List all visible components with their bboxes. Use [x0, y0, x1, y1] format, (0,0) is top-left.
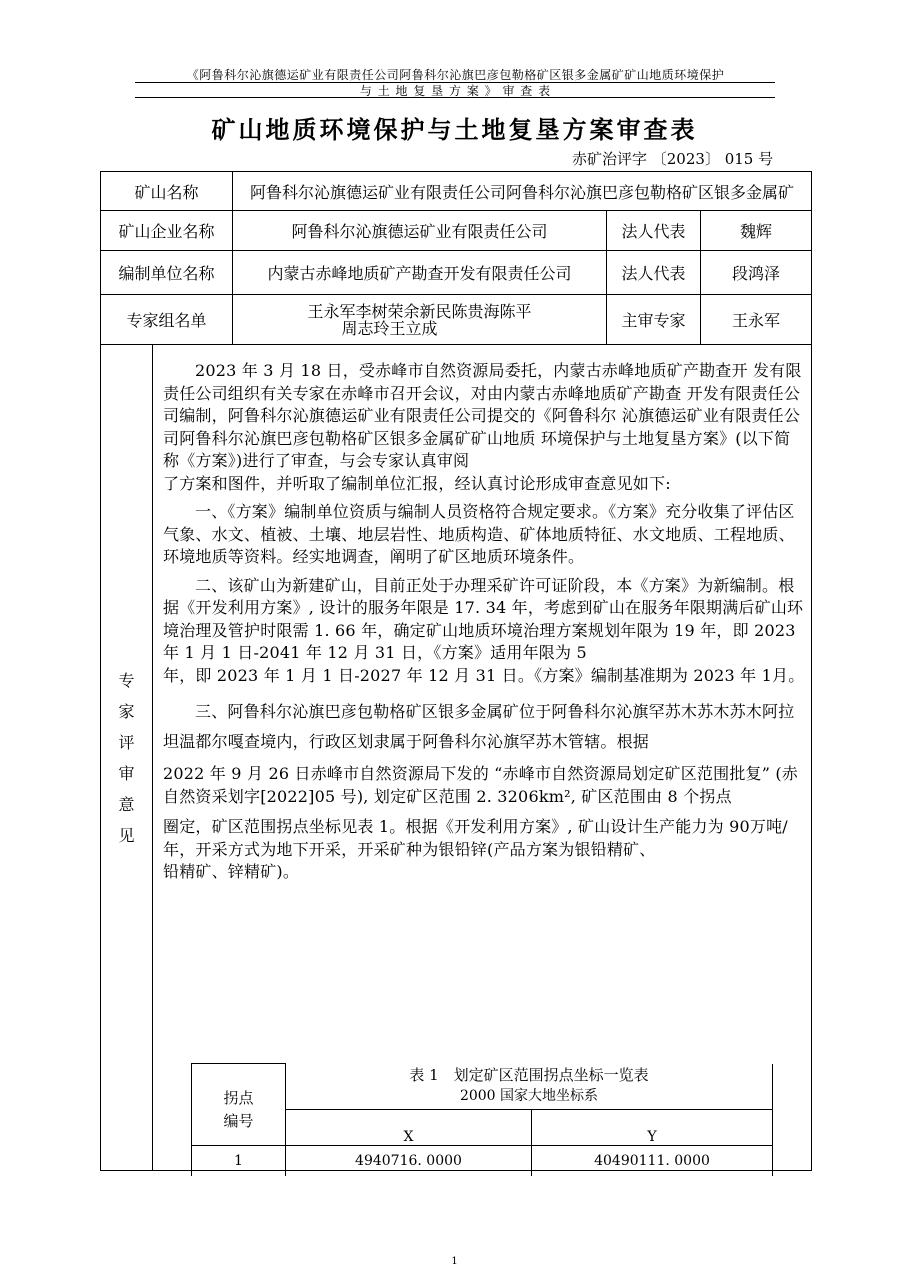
- opinion-para-1b: 了方案和图件，并听取了编制单位汇报，经认真讨论形成审查意见如下:: [163, 473, 671, 493]
- compiler-rep-label: 法人代表: [607, 251, 701, 295]
- compiler-label: 编制单位名称: [101, 251, 233, 295]
- enterprise-value: 阿鲁科尔沁旗德运矿业有限责任公司: [233, 211, 607, 251]
- opinion-para-3a: 二、该矿山为新建矿山，目前正处于办理采矿许可证阶段，本《方案》为新编制。根据《开发利用方案》, 设计的服务年限是 17. 34 年，考虑到矿山在服务年限期满后矿山环境治理及管护时限需 1. 66 年，确定矿山地质环境治理方案规划年限为 19 年，即 2023 年 1 月 1 日-2041 年 12 月 31 日，《方案》适用年限为 5: [163, 575, 804, 662]
- compiler-value: 内蒙古赤峰地质矿产勘查开发有限责任公司: [233, 251, 607, 295]
- header-rule-2: [135, 97, 775, 98]
- opinion-para-1a: 2023 年 3 月 18 日，受赤峰市自然资源局委托，内蒙古赤峰地质矿产勘查开 发有限责任公司组织有关专家在赤峰市召开会议，对由内蒙古赤峰地质矿产勘查 开发有限责任公司编制，阿鲁科尔沁旗德运矿业有限责任公司提交的《阿鲁科尔 沁旗德运矿业有限责任公司阿鲁科尔沁旗巴彦包勒格矿区银多金属矿矿山地质 环境保护与土地复垦方案》(以下简称《方案》)进行了审查，与会专家认真审阅: [163, 361, 802, 470]
- opinion-para-4a: 三、阿鲁科尔沁旗巴彦包勒格矿区银多金属矿位于阿鲁科尔沁旗罕苏木苏木苏木阿拉坦温都尔嘎查境内，行政区划隶属于阿鲁科尔沁旗罕苏木管辖。根据: [163, 702, 795, 751]
- opinion-label-char: 评: [118, 732, 135, 752]
- row-compiler: [101, 251, 812, 295]
- opinion-para-4c: 圈定，矿区范围拐点坐标见表 1。根据《开发利用方案》, 矿山设计生产能力为 90万吨/年，开采方式为地下开采，开采矿种为银铅锌(产品方案为银铅精矿、: [163, 817, 788, 859]
- opinion-para-4b: 2022 年 9 月 26 日赤峰市自然资源局下发的 “赤峰市自然资源局划定矿区范围批复” (赤自然资采划字[2022]05 号), 划定矿区范围 2. 3206km², 矿区范围由 8 个拐点: [163, 764, 799, 806]
- coordinate-system-label: 2000 国家大地坐标系: [286, 1085, 773, 1110]
- coordinates-table: [191, 1063, 773, 1176]
- opinion-para-3b: 年，即 2023 年 1 月 1 日-2027 年 12 月 31 日。《方案》编制基准期为 2023 年 1月。: [163, 665, 805, 685]
- document-title: 矿山地质环境保护与土地复垦方案审查表: [211, 115, 698, 144]
- expert-group-line-2: 周志玲王立成: [341, 318, 438, 338]
- row-mine-name: [101, 172, 812, 211]
- col-number-label: 编号: [192, 1110, 286, 1146]
- opinion-label-char: 专: [118, 670, 135, 690]
- opinion-para-4d: 铅精矿、锌精矿)。: [163, 862, 300, 881]
- chief-expert-label: 主审专家: [607, 295, 701, 345]
- legal-rep-value: 魏辉: [701, 211, 812, 251]
- row-experts: [101, 295, 812, 345]
- header-line-2: 与 土 地 复 垦 方 案 》 审 查 表: [359, 84, 552, 98]
- review-table: [100, 171, 812, 1171]
- expert-group-label: 专家组名单: [101, 295, 233, 345]
- opinion-label: [101, 345, 153, 1171]
- opinion-label-char: 家: [118, 701, 135, 721]
- legal-rep-label: 法人代表: [607, 211, 701, 251]
- mine-name-label: 矿山名称: [101, 172, 233, 211]
- cell-x: 4940716. 0000: [286, 1146, 532, 1176]
- opinion-label-char: 意: [118, 794, 135, 814]
- expert-group-value: [233, 295, 607, 345]
- enterprise-label: 矿山企业名称: [101, 211, 233, 251]
- col-point-label: 拐点: [192, 1085, 286, 1110]
- opinion-para-2: 一、《方案》编制单位资质与编制人员资格符合规定要求。《方案》充分收集了评估区气象、水文、植被、土壤、地层岩性、地质构造、矿体地质特征、水文地质、工程地质、环境地质等资料。经实地调查，阐明了矿区地质环境条件。: [163, 502, 795, 566]
- cell-point: 1: [192, 1146, 286, 1176]
- document-number: 赤矿治评字 〔2023〕 015 号: [572, 150, 774, 168]
- header-line-1: 《阿鲁科尔沁旗德运矿业有限责任公司阿鲁科尔沁旗巴彦包勒格矿区银多金属矿矿山地质环境保护: [186, 68, 725, 82]
- page-number: 1: [451, 1256, 458, 1267]
- opinion-label-char: 审: [118, 763, 135, 783]
- table-row: [192, 1146, 773, 1176]
- chief-expert-value: 王永军: [701, 295, 812, 345]
- mine-name-value: 阿鲁科尔沁旗德运矿业有限责任公司阿鲁科尔沁旗巴彦包勒格矿区银多金属矿: [233, 172, 812, 211]
- opinion-body: [153, 345, 812, 1171]
- col-y-header: Y: [532, 1110, 773, 1146]
- row-enterprise: [101, 211, 812, 251]
- cell-y: 40490111. 0000: [532, 1146, 773, 1176]
- row-opinion: [101, 345, 812, 1171]
- col-x-header: X: [286, 1110, 532, 1146]
- compiler-rep-value: 段鸿泽: [701, 251, 812, 295]
- coordinates-caption: 表 1 划定矿区范围拐点坐标一览表: [286, 1064, 773, 1085]
- expert-group-line-1: 王永军李树荣余新民陈贵海陈平: [307, 301, 532, 321]
- opinion-label-char: 见: [118, 825, 135, 845]
